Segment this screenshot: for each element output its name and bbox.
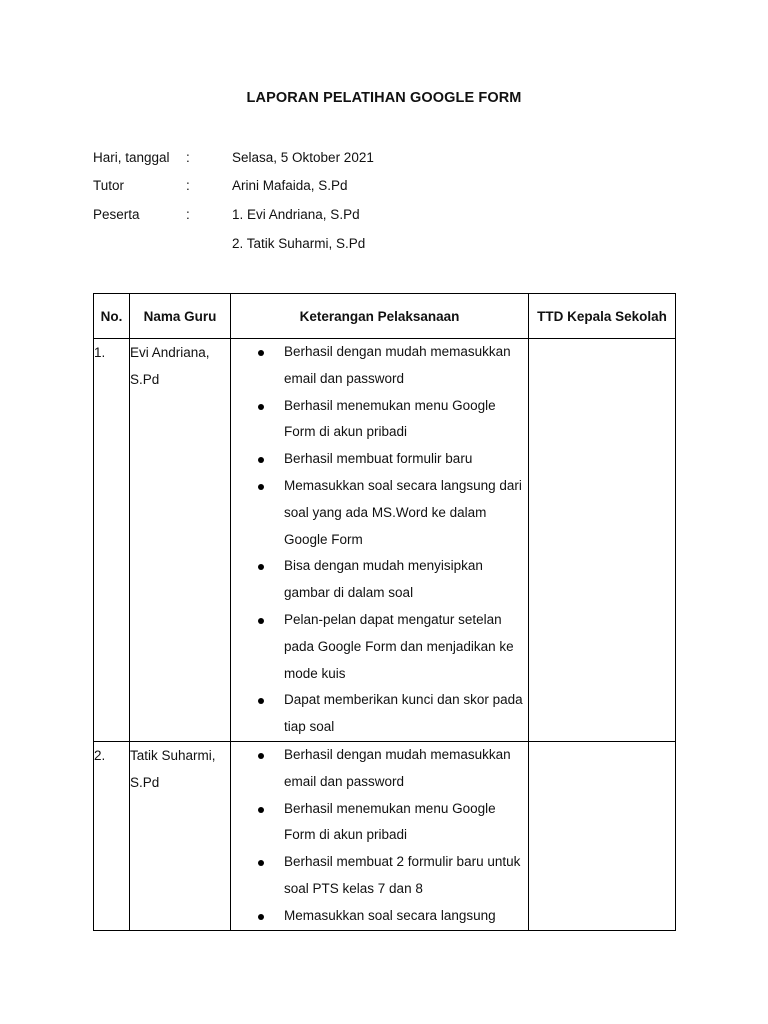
- info-colon: :: [186, 150, 190, 165]
- list-item: [231, 607, 528, 687]
- implementation-notes: [231, 339, 529, 742]
- bullet-icon: [258, 350, 264, 356]
- header-signature: TTD Kepala Sekolah: [529, 294, 676, 339]
- bullet-icon: [258, 564, 264, 570]
- note-text: Berhasil membuat 2 formulir baru untuk soal PTS kelas 7 dan 8: [284, 854, 521, 896]
- principal-signature: [529, 741, 676, 930]
- header-no: No.: [94, 294, 130, 339]
- bullet-icon: [258, 914, 264, 920]
- list-item: [231, 742, 528, 796]
- participant-item: 2. Tatik Suharmi, S.Pd: [232, 236, 366, 251]
- header-notes: Keterangan Pelaksanaan: [231, 294, 529, 339]
- note-text: Memasukkan soal secara langsung: [284, 907, 496, 923]
- bullet-icon: [258, 753, 264, 759]
- info-date-value: Selasa, 5 Oktober 2021: [232, 150, 374, 165]
- info-colon: :: [186, 178, 190, 193]
- principal-signature: [529, 339, 676, 742]
- info-participants-label: Peserta: [93, 207, 140, 222]
- info-tutor-label: Tutor: [93, 178, 125, 193]
- bullet-icon: [258, 860, 264, 866]
- teacher-name: Evi Andriana, S.Pd: [130, 339, 231, 742]
- bullet-icon: [258, 698, 264, 704]
- table-row: [94, 741, 676, 930]
- info-date-label: Hari, tanggal: [93, 150, 170, 165]
- note-text: Berhasil menemukan menu Google Form di akun pribadi: [284, 800, 496, 843]
- list-item: [231, 849, 528, 903]
- list-item: [231, 473, 528, 553]
- row-number: 1.: [94, 339, 130, 742]
- header-name: Nama Guru: [130, 294, 231, 339]
- note-text: Berhasil dengan mudah memasukkan email dan password: [284, 344, 511, 386]
- report-table: [93, 293, 676, 931]
- list-item: [231, 339, 528, 393]
- list-item: [231, 446, 528, 473]
- note-text: Berhasil dengan mudah memasukkan email dan password: [284, 746, 511, 789]
- list-item: [231, 903, 528, 930]
- note-text: Memasukkan soal secara langsung dari soal yang ada MS.Word ke dalam Google Form: [284, 477, 522, 547]
- note-text: Berhasil membuat formulir baru: [284, 451, 473, 467]
- page-title: LAPORAN PELATIHAN GOOGLE FORM: [246, 90, 522, 106]
- participant-item: 1. Evi Andriana, S.Pd: [232, 207, 360, 222]
- table-row: [94, 339, 676, 742]
- info-tutor-value: Arini Mafaida, S.Pd: [232, 178, 348, 193]
- bullet-icon: [258, 404, 264, 410]
- note-text: Pelan-pelan dapat mengatur setelan pada Google Form dan menjadikan ke mode kuis: [284, 611, 514, 681]
- bullet-icon: [258, 457, 264, 463]
- table-header-row: [94, 294, 676, 339]
- bullet-icon: [258, 618, 264, 624]
- notes-list: [231, 339, 528, 741]
- info-colon: :: [186, 207, 190, 222]
- list-item: [231, 687, 528, 741]
- list-item: [231, 553, 528, 607]
- teacher-name: Tatik Suharmi, S.Pd: [130, 741, 231, 930]
- row-number: 2.: [94, 741, 130, 930]
- note-text: Dapat memberikan kunci dan skor pada tiap soal: [284, 692, 523, 735]
- note-text: Bisa dengan mudah menyisipkan gambar di dalam soal: [284, 558, 483, 601]
- bullet-icon: [258, 484, 264, 490]
- list-item: [231, 393, 528, 447]
- note-text: Berhasil menemukan menu Google Form di akun pribadi: [284, 397, 496, 440]
- notes-list: [231, 742, 528, 930]
- list-item: [231, 796, 528, 850]
- implementation-notes: [231, 741, 529, 930]
- bullet-icon: [258, 807, 264, 813]
